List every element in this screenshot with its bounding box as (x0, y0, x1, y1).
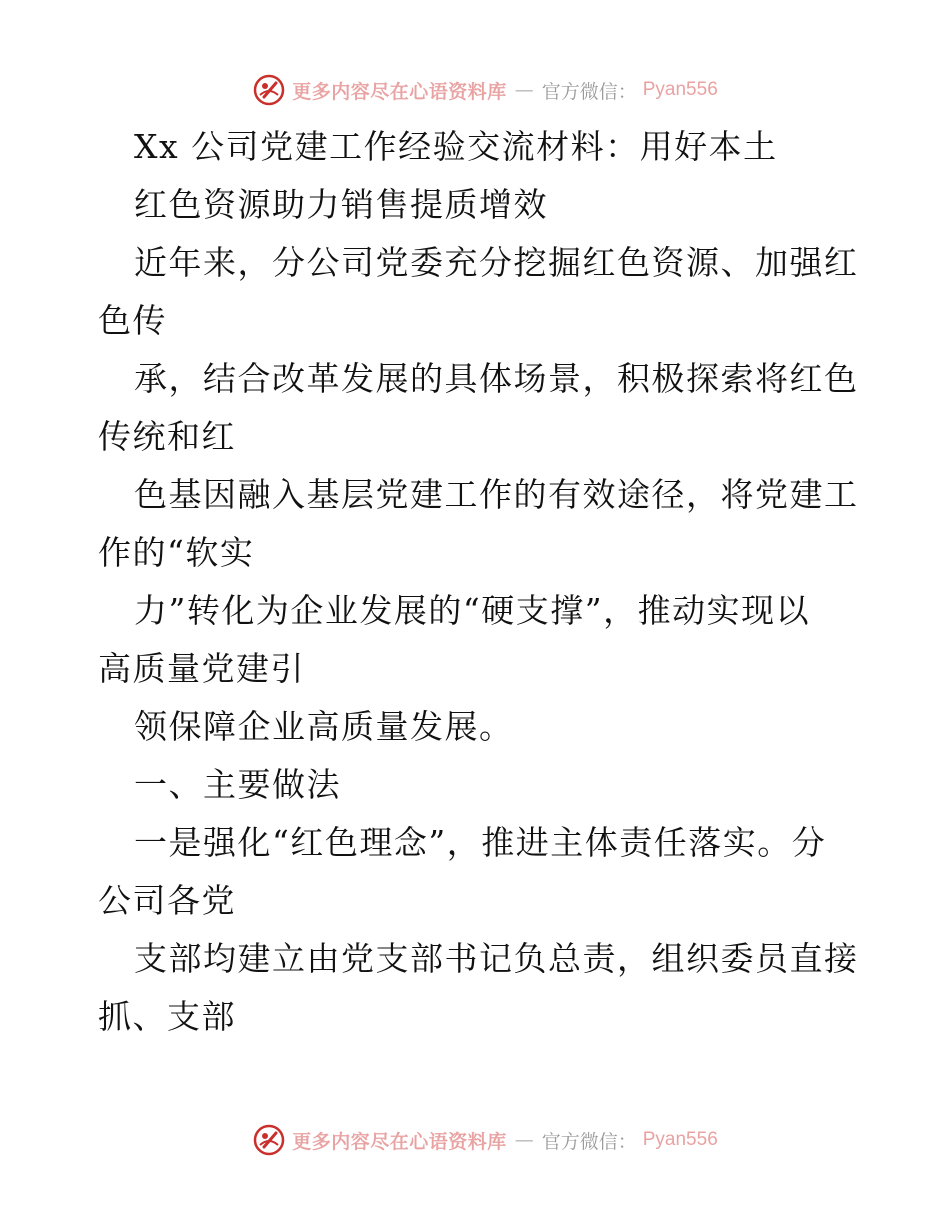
book-pen-logo-icon (252, 1123, 286, 1157)
paragraph-line: 领保障企业高质量发展。 (134, 707, 514, 746)
paragraph-line: 一是强化“红色理念”，推进主体责任落实。分 (134, 823, 827, 862)
header-banner-text: 更多内容尽在心语资料库 (292, 80, 507, 103)
header-wechat-id: Pyan556 (642, 79, 718, 100)
footer-wechat-label: 官方微信： (541, 1130, 637, 1153)
footer-wechat-id: Pyan556 (642, 1129, 718, 1150)
paragraph-line: 力”转化为企业发展的“硬支撑”，推动实现以 (134, 591, 811, 630)
paragraph-line: 高质量党建引 (98, 649, 305, 688)
book-pen-logo-icon (252, 73, 286, 107)
paragraph-line: 抓、支部 (98, 997, 236, 1036)
paragraph-line: 承，结合改革发展的具体场景，积极探索将红色 (134, 359, 859, 398)
paragraph-line: 近年来，分公司党委充分挖掘红色资源、加强红 (134, 243, 859, 282)
document-body (98, 118, 858, 1046)
header-banner (0, 70, 950, 110)
header-wechat-label: 官方微信： (541, 80, 637, 103)
footer-banner-text: 更多内容尽在心语资料库 (292, 1130, 507, 1153)
footer-banner-inner (252, 1123, 718, 1157)
paragraph-line: 支部均建立由党支部书记负总责，组织委员直接 (134, 939, 859, 978)
paragraph-line: 色基因融入基层党建工作的有效途径，将党建工 (134, 475, 859, 514)
title-line-2: 红色资源助力销售提质增效 (134, 185, 548, 224)
footer-banner (0, 1120, 950, 1160)
paragraph-line: 公司各党 (98, 881, 236, 920)
title-line-1: Xx 公司党建工作经验交流材料：用好本土 (134, 127, 778, 166)
section-heading: 一、主要做法 (134, 765, 341, 804)
paragraph-line: 色传 (98, 301, 167, 340)
header-banner-inner (252, 73, 718, 107)
header-banner-dash: — (514, 79, 534, 101)
paragraph-line: 传统和红 (98, 417, 236, 456)
paragraph-line: 作的“软实 (98, 533, 255, 572)
footer-banner-dash: — (514, 1129, 534, 1151)
